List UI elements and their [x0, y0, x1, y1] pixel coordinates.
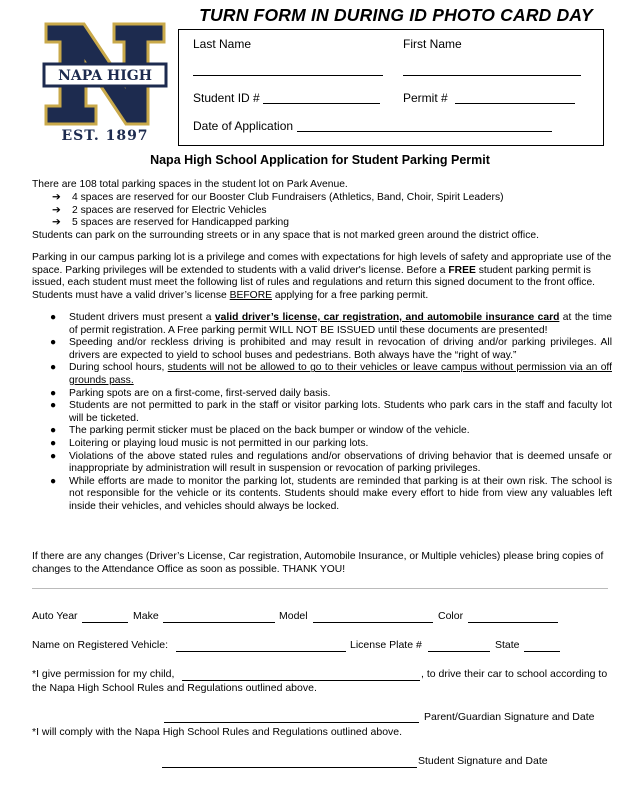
model-field[interactable] — [313, 622, 433, 623]
bullet-icon: ● — [50, 387, 57, 399]
last-name-field[interactable] — [193, 75, 383, 76]
bullet-icon: ● — [50, 475, 57, 487]
form-heading: Napa High School Application for Student Parking Permit — [150, 153, 490, 167]
bullet-icon: ● — [50, 450, 57, 462]
student-id-label: Student ID # — [193, 91, 260, 105]
logo-est-text: EST. 1897 — [61, 128, 149, 144]
logo-graphic — [40, 18, 170, 146]
student-id-field[interactable] — [263, 103, 380, 104]
page-title: TURN FORM IN DURING ID PHOTO CARD DAY — [199, 5, 593, 25]
street-parking-text: Students can park on the surrounding streets or in any space that is not marked green around the district office. — [32, 230, 539, 241]
napa-high-logo — [40, 18, 170, 146]
last-name-label: Last Name — [193, 37, 252, 51]
make-field[interactable] — [163, 622, 275, 623]
student-signature-field[interactable] — [162, 767, 417, 768]
privilege-paragraph: Parking in our campus parking lot is a privilege and comes with expectations for high levels of safety and appropriate use of the space. Parking privileges will be extended to students with a valid driver's license. Before a FREE student parking permit is issued, each student must meet the following list of rules and regulations and return this signed document to the front office. Students must have a valid driver’s license BEFORE applying for a free parking permit. — [32, 252, 612, 301]
parent-signature-label: Parent/Guardian Signature and Date — [424, 711, 595, 723]
id-info-box — [178, 29, 604, 146]
list-item: ➔ 5 spaces are reserved for Handicapped parking — [52, 217, 289, 229]
bullet-icon: ● — [50, 400, 57, 412]
license-plate-field[interactable] — [428, 651, 490, 652]
list-item: ● Parking spots are on a first-come, first-served daily basis. — [50, 387, 331, 399]
registered-name-field[interactable] — [176, 651, 346, 652]
child-name-field[interactable] — [182, 680, 420, 681]
list-item: ● Speeding and/or reckless driving is prohibited and may result in revocation of driving and/or parking privileges. All drivers are expected to yield to school buses and pedestrians. Both always have the “right of way.” — [50, 337, 612, 361]
arrow-icon: ➔ — [52, 192, 61, 203]
student-signature-label: Student Signature and Date — [418, 755, 548, 767]
rules-list — [32, 312, 612, 514]
registered-name-label: Name on Registered Vehicle: — [32, 639, 168, 651]
make-label: Make — [133, 610, 159, 622]
permission-text-b: , to drive their car to school according to — [421, 668, 608, 680]
reserved-list — [52, 192, 504, 230]
list-item: ➔ 4 spaces are reserved for our Booster Club Fundraisers (Athletics, Band, Choir, Spirit Leaders) — [52, 192, 504, 203]
intro-text: There are 108 total parking spaces in the student lot on Park Avenue. — [32, 179, 348, 190]
arrow-icon: ➔ — [52, 204, 61, 216]
date-of-application-label: Date of Application — [193, 119, 294, 133]
list-item: ➔ 2 spaces are reserved for Electric Vehicles — [52, 204, 267, 216]
permit-label: Permit # — [403, 91, 448, 105]
list-item: ● During school hours, students will not be allowed to go to their vehicles or leave campus without permission via an off grounds pass. — [50, 362, 612, 386]
list-item: ● Violations of the above stated rules and regulations and/or observations of driving behavior that is deemed unsafe or inappropriate by administration will result in suspension or revocation of parking privileges. — [50, 450, 612, 475]
parent-signature-field[interactable] — [164, 722, 419, 723]
state-field[interactable] — [524, 651, 560, 652]
comply-text: *I will comply with the Napa High School Rules and Regulations outlined above. — [32, 726, 403, 738]
permission-text-c: the Napa High School Rules and Regulations outlined above. — [32, 682, 317, 694]
list-item: ● Student drivers must present a valid driver’s license, car registration, and automobile insurance card at the time of permit registration. A Free parking permit WILL NOT BE ISSUED until these documents are presented! — [50, 312, 613, 336]
date-of-application-field[interactable] — [297, 131, 552, 132]
first-name-label: First Name — [403, 37, 462, 51]
logo-school-text: NAPA HIGH — [58, 68, 152, 84]
list-item: ● Students are not permitted to park in the staff or visitor parking lots. Students who park cars in the staff and faculty lot will be ticketed. — [50, 400, 612, 424]
color-field[interactable] — [468, 622, 558, 623]
auto-year-field[interactable] — [82, 622, 128, 623]
bullet-icon: ● — [50, 337, 57, 349]
list-item: ● Loitering or playing loud music is not permitted in our parking lots. — [50, 437, 369, 449]
arrow-icon: ➔ — [52, 217, 61, 229]
auto-year-label: Auto Year — [32, 610, 78, 622]
license-plate-label: License Plate # — [350, 639, 422, 651]
first-name-field[interactable] — [403, 75, 581, 76]
permission-text-a: *I give permission for my child, — [32, 668, 175, 680]
changes-notice: If there are any changes (Driver’s License, Car registration, Automobile Insurance, or Multiple vehicles) please bring copies of changes to the Attendance Office as soon as possible. THANK YOU! — [32, 551, 604, 575]
permit-field[interactable] — [455, 103, 575, 104]
list-item: ● While efforts are made to monitor the parking lot, students are reminded that parking is at their own risk. The school is not responsible for the vehicle or its contents. Students should make every effort to hide from view any valuables left inside their vehicles, and vehicles should always be locked. — [50, 475, 612, 512]
state-label: State — [495, 639, 520, 651]
bullet-icon: ● — [50, 425, 57, 437]
bullet-icon: ● — [50, 437, 57, 449]
color-label: Color — [438, 610, 464, 622]
bullet-icon: ● — [50, 362, 57, 374]
section-divider — [32, 588, 608, 589]
model-label: Model — [279, 610, 308, 622]
list-item: ● The parking permit sticker must be placed on the back bumper or window of the vehicle. — [50, 425, 470, 437]
bullet-icon: ● — [50, 312, 57, 323]
